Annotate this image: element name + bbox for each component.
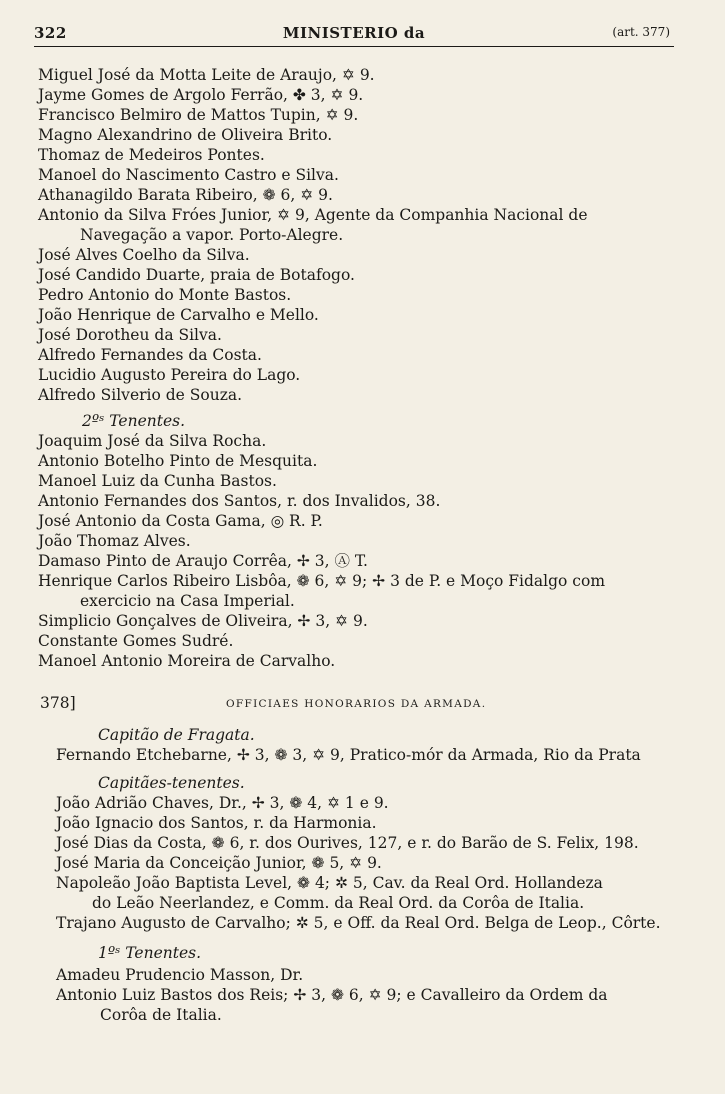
list-item: Antonio da Silva Fróes Junior, ✡ 9, Agente da Companhia Nacional de [38,206,588,224]
article-number: 378] [40,694,76,712]
list-item: João Adrião Chaves, Dr., ✢ 3, ❁ 4, ✡ 1 e 9. [56,794,389,812]
running-title-main: MINISTERIO [282,24,399,42]
list-item: Napoleão João Baptista Level, ❁ 4; ✲ 5, Cav. da Real Ord. Hollandeza [56,874,603,892]
list-item: João Thomaz Alves. [38,532,191,550]
list-item: Henrique Carlos Ribeiro Lisbôa, ❁ 6, ✡ 9; ✢ 3 de P. e Moço Fidalgo com [38,572,606,590]
list-item-continuation: do Leão Neerlandez, e Comm. da Real Ord. da Corôa de Italia. [92,894,585,912]
list-item: José Alves Coelho da Silva. [38,246,250,264]
list-item: Magno Alexandrino de Oliveira Brito. [38,126,333,144]
article-reference: (art. 377) [612,25,670,39]
list-item: Antonio Botelho Pinto de Mesquita. [38,452,318,470]
list-item: Antonio Luiz Bastos dos Reis; ✢ 3, ❁ 6, ✡ 9; e Cavalleiro da Ordem da [56,986,608,1004]
list-item: José Dorotheu da Silva. [38,326,222,344]
list-item: Fernando Etchebarne, ✢ 3, ❁ 3, ✡ 9, Pratico-mór da Armada, Rio da Prata [56,746,641,764]
list-item: Antonio Fernandes dos Santos, r. dos Invalidos, 38. [38,492,441,510]
list-item: Trajano Augusto de Carvalho; ✲ 5, e Off. da Real Ord. Belga de Leop., Côrte. [56,914,661,932]
list-item: Athanagildo Barata Ribeiro, ❁ 6, ✡ 9. [38,186,333,204]
list-item: Alfredo Fernandes da Costa. [38,346,262,364]
list-item: Miguel José da Motta Leite de Araujo, ✡ 9. [38,66,375,84]
list-item: José Maria da Conceição Junior, ❁ 5, ✡ 9. [56,854,382,872]
list-item: Jayme Gomes de Argolo Ferrão, ✤ 3, ✡ 9. [38,86,364,104]
list-item: Amadeu Prudencio Masson, Dr. [56,966,304,984]
running-title [34,24,674,42]
list-item-continuation: Navegação a vapor. Porto-Alegre. [80,226,344,244]
list-item: José Antonio da Costa Gama, ◎ R. P. [38,512,323,530]
page-number: 322 [34,24,67,42]
section-heading: Capitão de Fragata. [98,726,255,744]
list-item: Pedro Antonio do Monte Bastos. [38,286,292,304]
article-title: OFFICIAES HONORARIOS DA ARMADA. [226,698,487,710]
list-item: Damaso Pinto de Araujo Corrêa, ✢ 3, Ⓐ T. [38,552,368,570]
list-item: José Dias da Costa, ❁ 6, r. dos Ourives, 127, e r. do Barão de S. Felix, 198. [56,834,639,852]
list-item: Alfredo Silverio de Souza. [38,386,243,404]
list-item-continuation: Corôa de Italia. [100,1006,222,1024]
list-item-continuation: exercicio na Casa Imperial. [80,592,295,610]
list-item: Thomaz de Medeiros Pontes. [38,146,265,164]
list-item: Manoel Luiz da Cunha Bastos. [38,472,277,490]
list-item: Manoel do Nascimento Castro e Silva. [38,166,339,184]
list-item: Manoel Antonio Moreira de Carvalho. [38,652,336,670]
list-item: Francisco Belmiro de Mattos Tupin, ✡ 9. [38,106,359,124]
list-item: João Ignacio dos Santos, r. da Harmonia. [56,814,377,832]
list-item: Simplicio Gonçalves de Oliveira, ✢ 3, ✡ 9. [38,612,368,630]
list-item: Lucidio Augusto Pereira do Lago. [38,366,301,384]
page-header [34,22,674,47]
list-item: José Candido Duarte, praia de Botafogo. [38,266,355,284]
running-title-sub: da [403,24,426,42]
list-item: Joaquim José da Silva Rocha. [38,432,267,450]
section-heading: Capitães-tenentes. [98,774,245,792]
list-item: João Henrique de Carvalho e Mello. [38,306,319,324]
list-item: Constante Gomes Sudré. [38,632,234,650]
section-heading: 1ºˢ Tenentes. [98,944,202,962]
section-heading: 2ºˢ Tenentes. [82,412,186,430]
